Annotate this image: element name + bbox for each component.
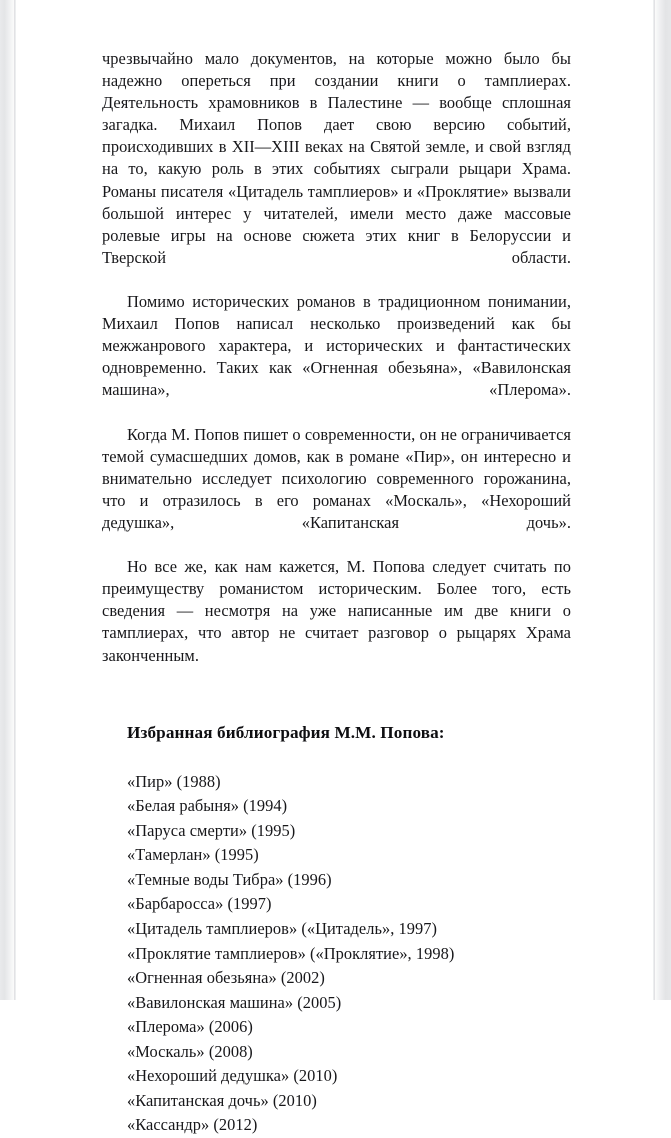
bibliography-entry: «Пир» (1988) — [127, 771, 221, 791]
bibliography-entry: «Москаль» (2008) — [127, 1041, 253, 1061]
heading-bottom-spacer — [102, 744, 571, 770]
bibliography-heading: Избранная библиография М.М. Попова: — [127, 722, 445, 742]
bibliography-entry: «Вавилонская машина» (2005) — [127, 992, 342, 1012]
heading-top-spacer — [102, 689, 571, 722]
bibliography-entry: «Плерома» (2006) — [127, 1017, 253, 1037]
bibliography-entry: «Темные воды Тибра» (1996) — [127, 869, 332, 889]
bibliography-entry: «Тамерлан» (1995) — [127, 845, 259, 865]
page-right-edge-line — [653, 0, 655, 1000]
page-left-edge-line — [14, 0, 16, 1000]
bibliography-list — [102, 770, 571, 1138]
bibliography-entry: «Нехороший дедушка» (2010) — [127, 1066, 338, 1086]
bibliography-entry: «Проклятие тамплиеров» («Проклятие», 1998) — [127, 943, 455, 963]
bibliography-entry: «Кассандр» (2012) — [127, 1115, 258, 1135]
bibliography-entry: «Барбаросса» (1997) — [127, 894, 272, 914]
bibliography-entry: «Капитанская дочь» (2010) — [127, 1090, 317, 1110]
body-paragraph-3: Когда М. Попов пишет о современности, он не ограничивается темой сумасшедших домов, как в романе «Пир», он интересно и внимательно исследует психологию современного горожанина, что и отразилось в его романах «Москаль», «Нехороший дедушка», «Капитанская дочь». — [102, 424, 571, 532]
body-paragraph-4: Но все же, как нам кажется, М. Попова следует считать по преимуществу романистом историческим. Более того, есть сведения — несмотря на уже написанные им две книги о тамплиерах, что автор не считает разговор о рыцарях Храма законченным. — [102, 557, 571, 665]
bibliography-entry: «Паруса смерти» (1995) — [127, 820, 296, 840]
bibliography-entry: «Огненная обезьяна» (2002) — [127, 968, 325, 988]
page-right-gutter-shadow — [653, 0, 671, 1000]
body-paragraph-1: чрезвычайно мало документов, на которые можно было бы надежно опереться при создании книги о тамплиерах. Деятельность храмовников в Палестине — вообще сплошная загадка. Михаил Попов дает свою версию событий, происходивших в XII—XIII веках на Святой земле, и свой взгляд на то, какую роль в этих событиях сыграли рыцари Храма. Романы писателя «Цитадель тамплиеров» и «Проклятие» вызвали большой интерес у читателей, имели место даже массовые ролевые игры на основе сюжета этих книг в Белоруссии и Тверской области. — [102, 49, 571, 267]
page-left-gutter-shadow — [0, 0, 16, 1000]
bibliography-entry: «Белая рабыня» (1994) — [127, 796, 288, 816]
body-paragraph-2: Помимо исторических романов в традиционном понимании, Михаил Попов написал несколько произведений как бы межжанрового характера, и исторических и фантастических одновременно. Таких как «Огненная обезьяна», «Вавилонская машина», «Плерома». — [102, 292, 571, 400]
page-text-block — [102, 48, 571, 1138]
bibliography-entry: «Цитадель тамплиеров» («Цитадель», 1997) — [127, 919, 438, 938]
